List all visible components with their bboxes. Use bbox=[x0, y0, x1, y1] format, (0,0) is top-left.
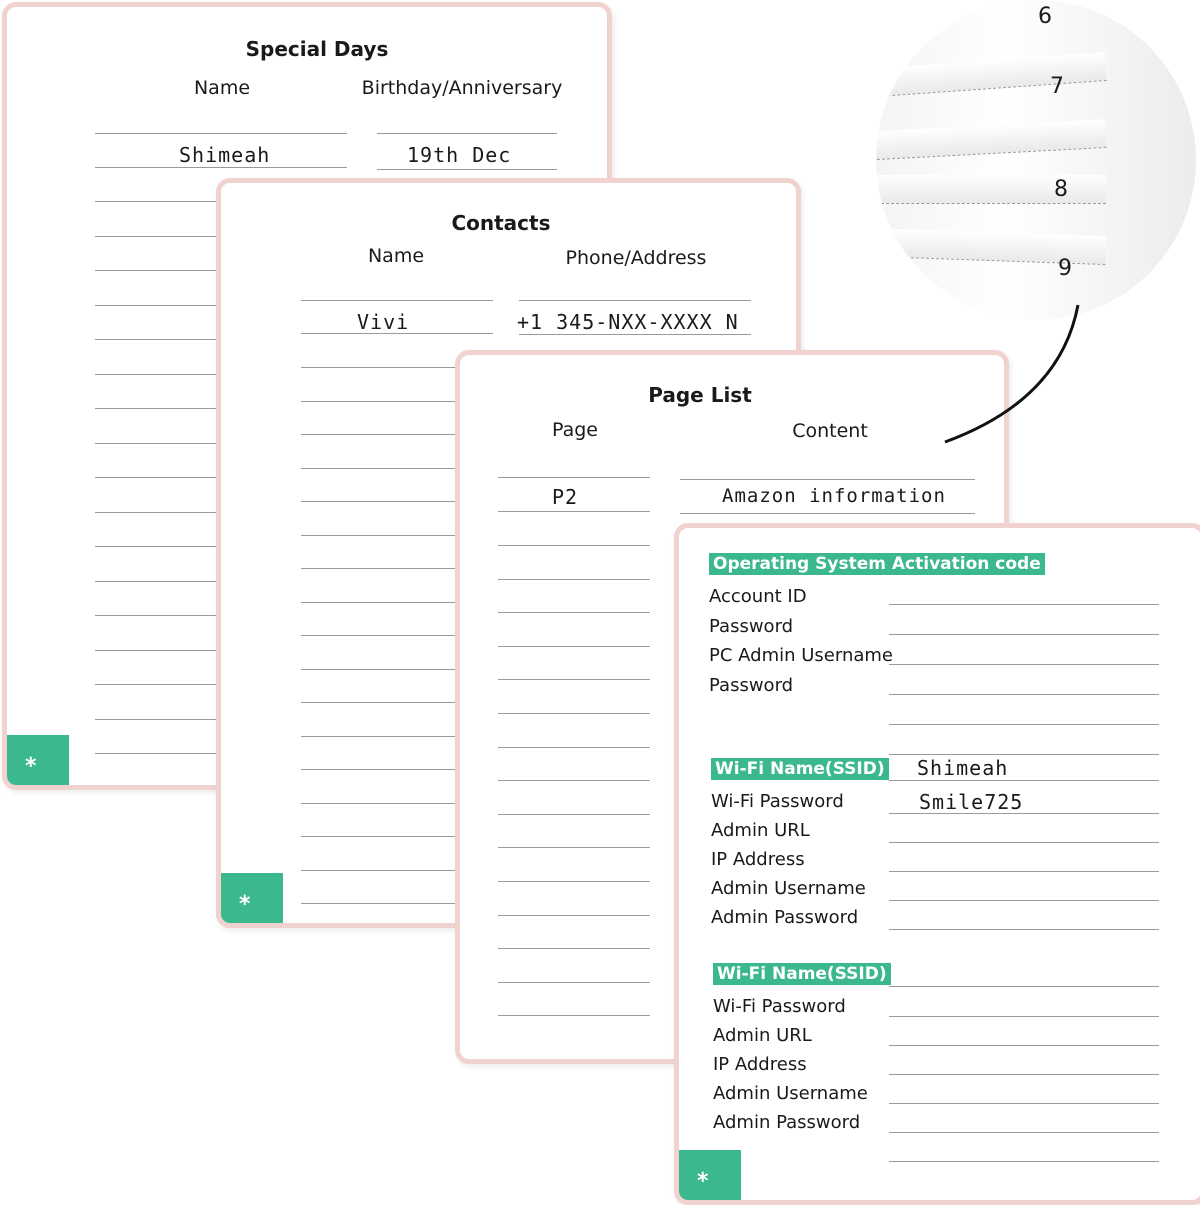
ruled-line bbox=[889, 604, 1159, 605]
ruled-line bbox=[889, 724, 1159, 725]
ruled-line bbox=[889, 842, 1159, 843]
os-activation-label: Account ID bbox=[709, 586, 807, 607]
wifi2-label: Wi-Fi Password bbox=[713, 996, 846, 1017]
ruled-line bbox=[498, 881, 650, 882]
wifi2-title: Wi-Fi Name(SSID) bbox=[713, 963, 891, 985]
ruled-line bbox=[889, 900, 1159, 901]
os-activation-label: Password bbox=[709, 615, 794, 637]
ruled-line bbox=[889, 871, 1159, 872]
ruled-line bbox=[498, 847, 650, 848]
special-days-date-header: Birthday/Anniversary bbox=[361, 77, 563, 99]
ruled-line bbox=[889, 1016, 1159, 1017]
ruled-line bbox=[498, 713, 650, 714]
asterisk-icon: * bbox=[697, 1169, 709, 1194]
special-days-entry-date: 19th Dec bbox=[407, 143, 512, 167]
tab-strip bbox=[876, 52, 1107, 97]
special-days-corner-tab bbox=[7, 735, 69, 785]
ruled-line bbox=[889, 780, 1159, 781]
tab-number-6: 6 bbox=[1038, 4, 1052, 29]
page-list-content-header: Content bbox=[792, 420, 868, 442]
ruled-line bbox=[498, 747, 650, 748]
wifi1-label: Admin Password bbox=[711, 907, 859, 928]
ruled-line bbox=[301, 300, 493, 301]
activation-corner-tab bbox=[679, 1150, 741, 1200]
ruled-line bbox=[889, 1132, 1159, 1133]
page-list-entry-page: P2 bbox=[552, 485, 579, 509]
ruled-line bbox=[889, 694, 1159, 695]
ruled-line bbox=[95, 133, 347, 134]
wifi1-label: Admin URL bbox=[711, 820, 810, 841]
contacts-title: Contacts bbox=[451, 211, 551, 235]
ruled-line bbox=[498, 948, 650, 949]
os-activation-label: Password bbox=[709, 674, 794, 696]
tab-strip bbox=[876, 175, 1106, 204]
page-list-title: Page List bbox=[648, 383, 752, 407]
contacts-name-header: Name bbox=[367, 245, 425, 267]
ruled-line bbox=[889, 754, 1159, 755]
ruled-line bbox=[889, 1045, 1159, 1046]
wifi2-label: Admin Password bbox=[713, 1112, 861, 1133]
ruled-line bbox=[889, 634, 1159, 635]
ruled-line bbox=[498, 477, 650, 478]
page-list-entry-content: Amazon information bbox=[722, 485, 946, 507]
wifi2-label: IP Address bbox=[713, 1054, 807, 1075]
ruled-line bbox=[498, 612, 650, 613]
wifi1-label: Wi-Fi Password bbox=[711, 791, 844, 812]
ruled-line bbox=[498, 679, 650, 680]
activation-page bbox=[674, 523, 1200, 1205]
os-activation-label: PC Admin Username bbox=[709, 645, 893, 666]
ruled-line bbox=[498, 780, 650, 781]
wifi2-label: Admin URL bbox=[713, 1025, 812, 1046]
tab-strip bbox=[876, 119, 1107, 160]
tab-number-7: 7 bbox=[1050, 74, 1064, 99]
ruled-line bbox=[498, 579, 650, 580]
ruled-line bbox=[498, 814, 650, 815]
ruled-line bbox=[498, 511, 650, 512]
ruled-line bbox=[377, 169, 557, 170]
wifi1-title: Wi-Fi Name(SSID) bbox=[711, 758, 889, 780]
special-days-entry-name: Shimeah bbox=[179, 143, 271, 167]
wifi1-label: IP Address bbox=[711, 849, 805, 870]
ruled-line bbox=[680, 479, 975, 480]
ruled-line bbox=[498, 982, 650, 983]
asterisk-icon: * bbox=[25, 754, 37, 779]
contacts-entry-name: Vivi bbox=[357, 310, 410, 334]
asterisk-icon: * bbox=[239, 892, 251, 917]
wifi1-label: Admin Username bbox=[711, 878, 866, 899]
ruled-line bbox=[498, 915, 650, 916]
ruled-line bbox=[519, 300, 751, 301]
ruled-line bbox=[519, 334, 751, 335]
contacts-corner-tab bbox=[221, 873, 283, 923]
ruled-line bbox=[889, 1074, 1159, 1075]
tab-number-8: 8 bbox=[1054, 177, 1068, 202]
os-activation-title: Operating System Activation code bbox=[709, 553, 1045, 575]
ruled-line bbox=[889, 664, 1159, 665]
ruled-line bbox=[889, 1103, 1159, 1104]
ruled-line bbox=[889, 986, 1159, 987]
ruled-line bbox=[95, 167, 347, 168]
page-list-page-header: Page bbox=[552, 419, 598, 441]
ruled-line bbox=[889, 813, 1159, 814]
ruled-line bbox=[889, 1161, 1159, 1162]
contacts-entry-phone: +1 345-NXX-XXXX N bbox=[517, 310, 739, 334]
wifi1-ssid-value: Shimeah bbox=[917, 756, 1009, 780]
ruled-line bbox=[498, 646, 650, 647]
ruled-line bbox=[889, 929, 1159, 930]
wifi2-label: Admin Username bbox=[713, 1083, 868, 1104]
wifi1-password-value: Smile725 bbox=[919, 790, 1024, 814]
ruled-line bbox=[377, 133, 557, 134]
special-days-name-header: Name bbox=[193, 77, 251, 99]
tab-number-9: 9 bbox=[1058, 256, 1072, 281]
contacts-phone-header: Phone/Address bbox=[565, 247, 707, 269]
ruled-line bbox=[498, 1015, 650, 1016]
ruled-line bbox=[680, 513, 975, 514]
tab-magnifier bbox=[876, 0, 1196, 320]
special-days-title: Special Days bbox=[245, 37, 389, 61]
ruled-line bbox=[498, 545, 650, 546]
